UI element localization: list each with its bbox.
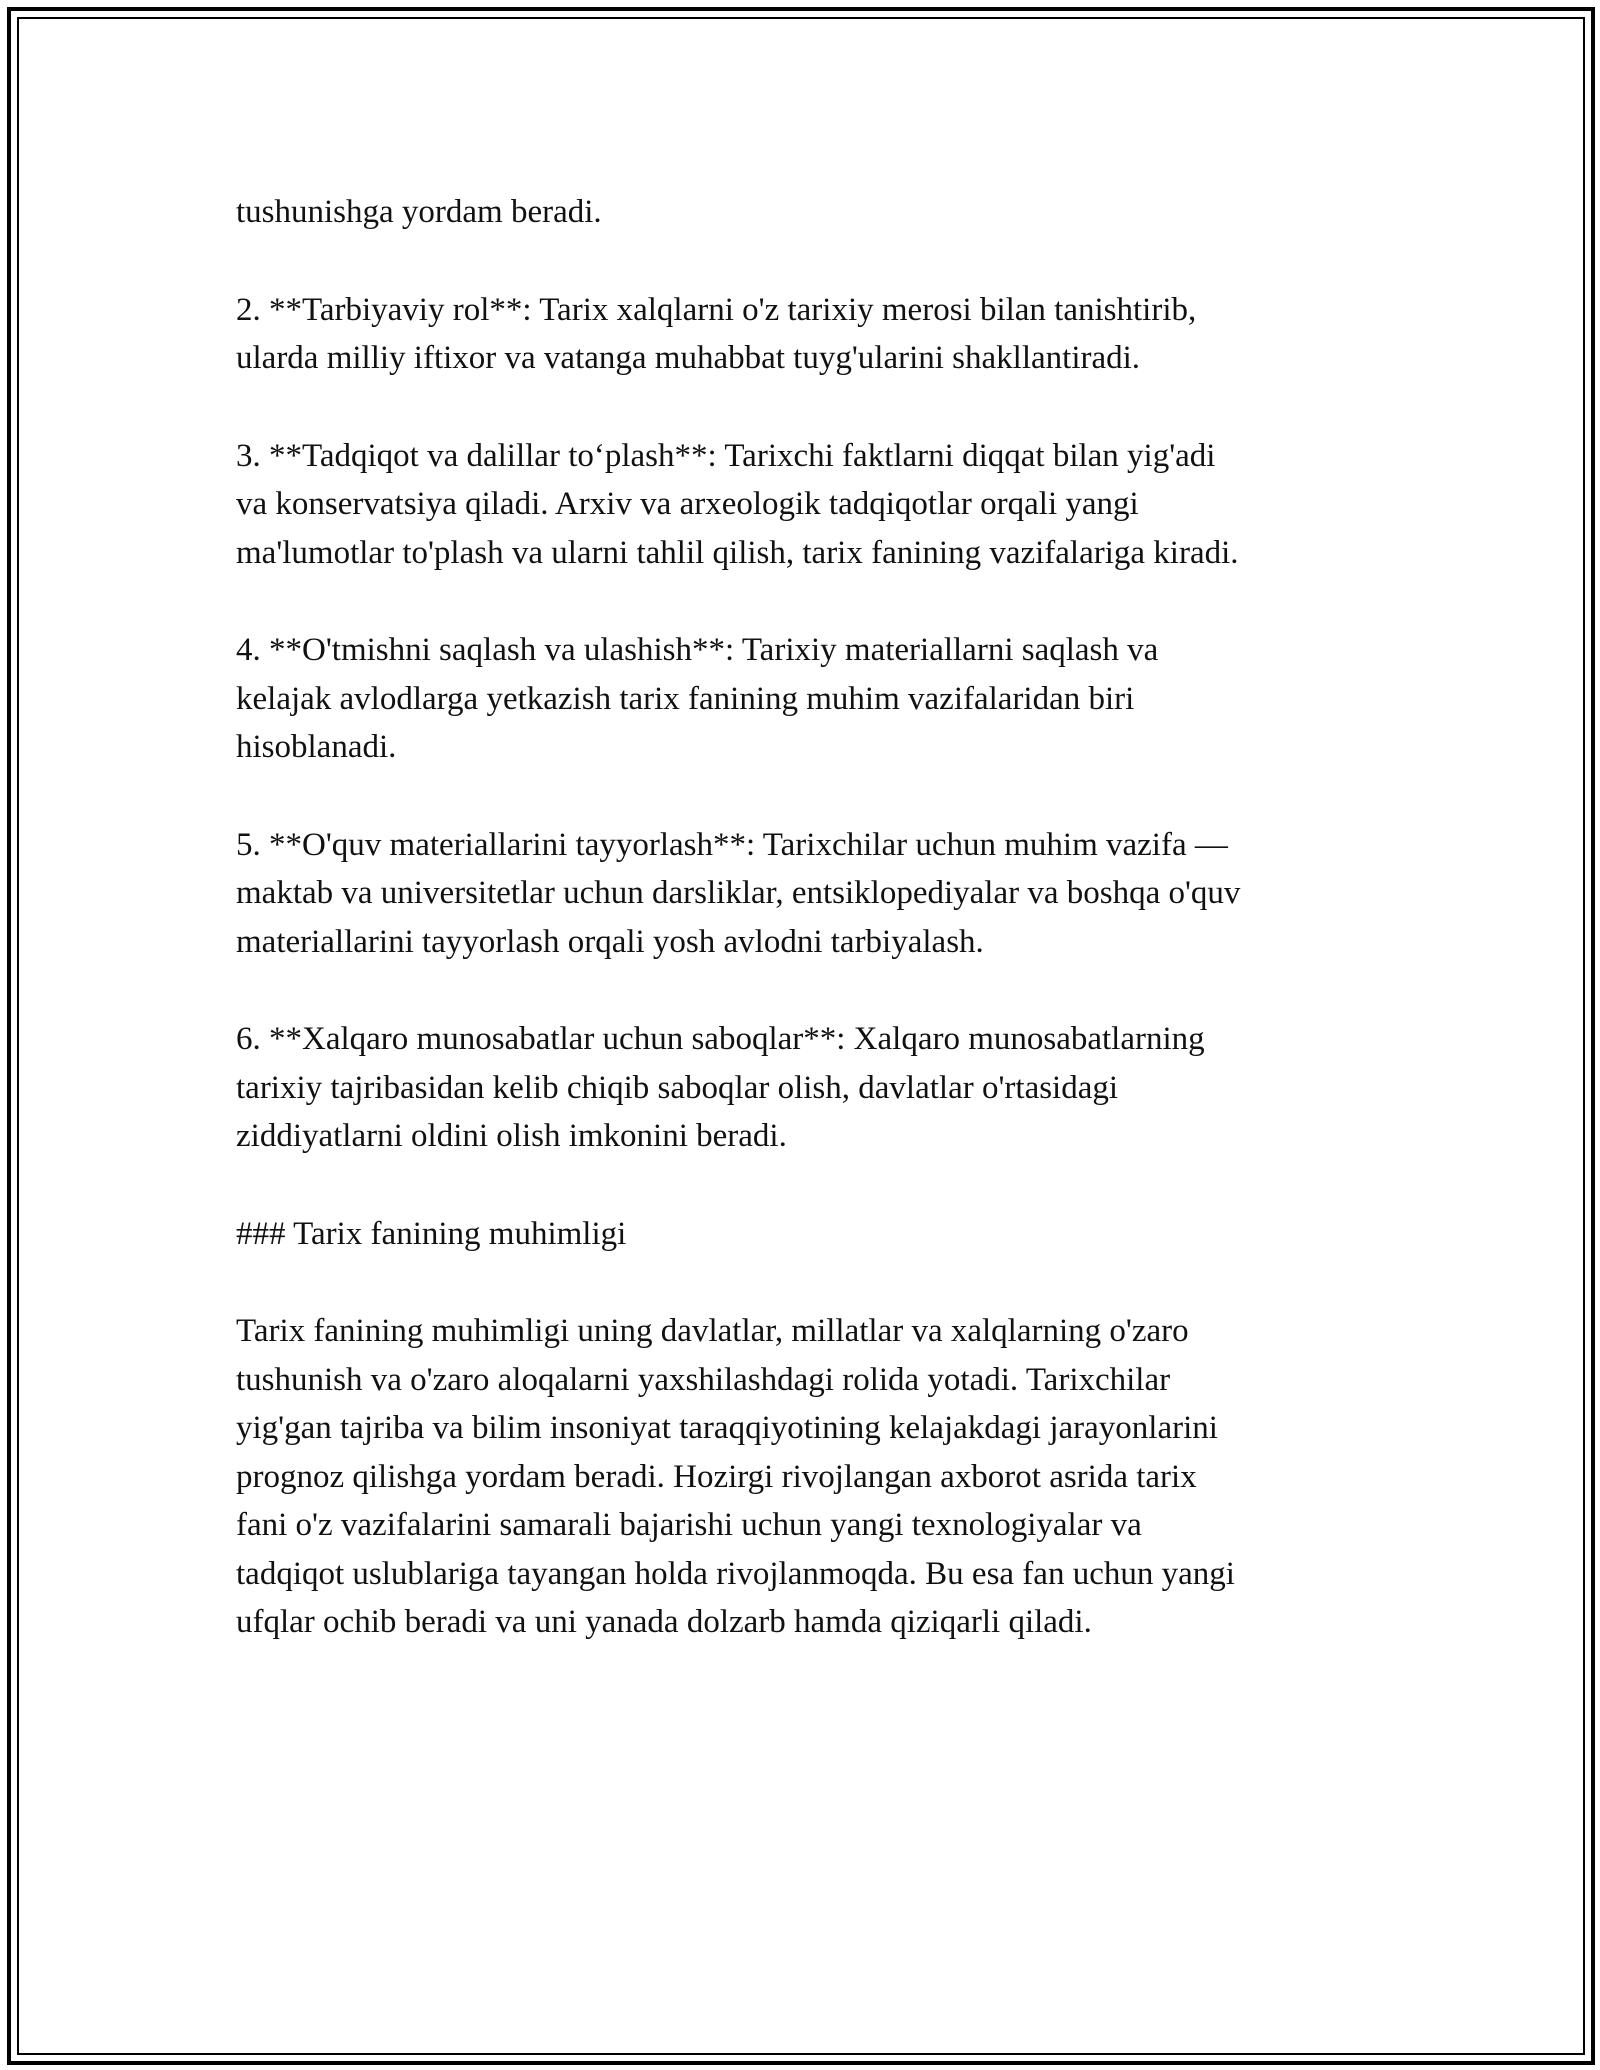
document-body [236, 188, 1376, 1696]
paragraph-intro-tail: tushunishga yordam beradi. [236, 194, 602, 230]
list-item-3-tadqiqot: 3. **Tadqiqot va dalillar to‘plash**: Tarixchi faktlarni diqqat bilan yig'adi va konservatsiya qiladi. Arxiv va arxeologik tadqiqotlar orqali yangi ma'lumotlar to'plash va ularni tahlil qilish, tarix fanining vazifalariga kiradi. [236, 437, 1239, 571]
list-item-2-tarbiyaviy-rol: 2. **Tarbiyaviy rol**: Tarix xalqlarni o'z tarixiy merosi bilan tanishtirib, ularda milliy iftixor va vatanga muhabbat tuyg'ularini shakllantiradi. [236, 291, 1197, 376]
list-item-6-xalqaro-munosabatlar: 6. **Xalqaro munosabatlar uchun saboqlar**: Xalqaro munosabatlarning tarixiy tajribasidan kelib chiqib saboqlar olish, davlatlar o'rtasidagi ziddiyatlarni oldini olish imkonini beradi. [236, 1021, 1205, 1154]
paragraph-conclusion: Tarix fanining muhimligi uning davlatlar, millatlar va xalqlarning o'zaro tushunish va o'zaro aloqalarni yaxshilashdagi rolida yotadi. Tarixchilar yig'gan tajriba va bilim insoniyat taraqqiyotining kelajakdagi jarayonlarini prognoz qilishga yordam beradi. Hozirgi rivojlangan axborot asrida tarix fani o'z vazifalarini samarali bajarishi uchun yangi texnologiyalar va tadqiqot uslublariga tayangan holda rivojlanmoqda. Bu esa fan uchun yangi ufqlar ochib beradi va uni yanada dolzarb hamda qiziqarli qiladi. [236, 1313, 1235, 1640]
list-item-4-otmishni-saqlash: 4. **O'tmishni saqlash va ulashish**: Tarixiy materiallarni saqlash va kelajak avlodlarga yetkazish tarix fanining muhim vazifalaridan biri hisoblanadi. [236, 632, 1159, 765]
list-item-5-oquv-materiallari: 5. **O'quv materiallarini tayyorlash**: Tarixchilar uchun muhim vazifa — maktab va universitetlar uchun darsliklar, entsiklopediyalar va boshqa o'quv materiallarini tayyorlash orqali yosh avlodni tarbiyalash. [236, 826, 1241, 960]
section-heading: ### Tarix fanining muhimligi [236, 1215, 627, 1252]
